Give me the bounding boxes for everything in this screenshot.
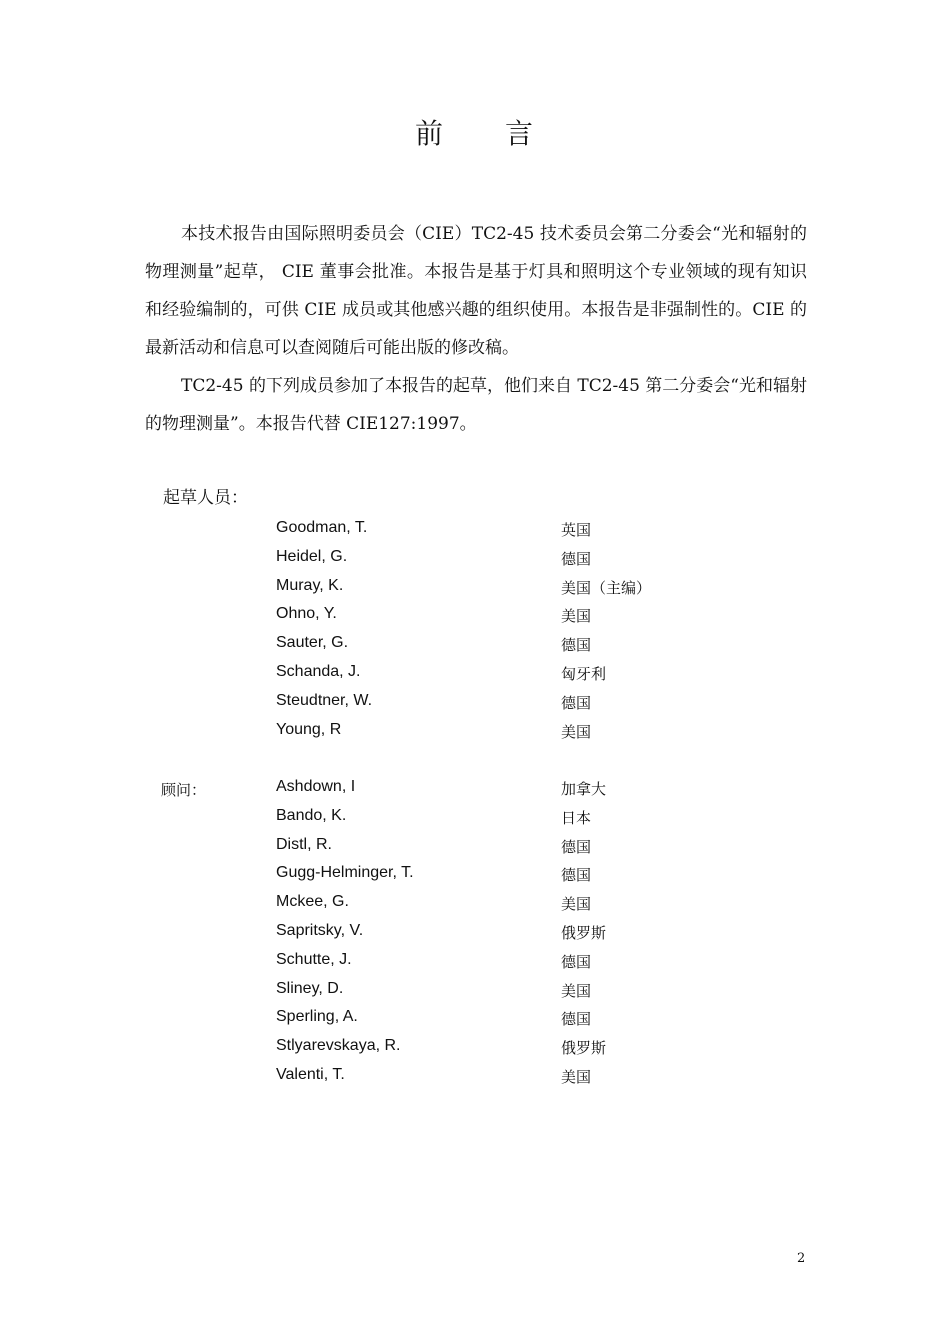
preface-paragraph-2: TC2-45 的下列成员参加了本报告的起草，他们来自 TC2-45 第二分委会“光和辐射的物理测量”。本报告代替 CIE127:1997。	[145, 376, 807, 434]
member-name: Sapritsky, V.	[276, 921, 364, 939]
member-name: Bando, K.	[276, 806, 347, 824]
member-name: Young, R	[276, 720, 342, 738]
member-name: Steudtner, W.	[276, 691, 373, 709]
member-name: Stlyarevskaya, R.	[276, 1037, 401, 1055]
member-row	[276, 775, 696, 804]
member-name: Sperling, A.	[276, 1008, 358, 1026]
member-name: Ohno, Y.	[276, 605, 337, 623]
member-country: 德国	[561, 866, 592, 885]
member-country: 德国	[561, 693, 592, 712]
member-row	[276, 948, 696, 977]
page-title: 前 言	[414, 117, 535, 150]
member-country: 美国（主编）	[561, 578, 652, 597]
member-country: 美国	[561, 981, 592, 1000]
member-row	[276, 1063, 696, 1092]
member-row	[276, 545, 696, 574]
member-row	[276, 919, 696, 948]
member-country: 美国	[561, 607, 592, 626]
member-name: Ashdown, I	[276, 778, 356, 795]
member-row	[276, 718, 696, 747]
member-row	[276, 977, 696, 1006]
member-name: Gugg-Helminger, T.	[276, 864, 414, 882]
member-country: 日本	[561, 808, 592, 827]
member-name: Sauter, G.	[276, 634, 349, 652]
preface-paragraph-1: 本技术报告由国际照明委员会（CIE）TC2-45 技术委员会第二分委会“光和辐射的物理测量”起草， CIE 董事会批准。本报告是基于灯具和照明这个专业领域的现有知识和经验编制的，可供 CIE 成员或其他感兴趣的组织使用。本报告是非强制性的。CIE 的最新活动和信息可以查阅随后可能出版的修改稿。	[145, 224, 807, 358]
member-row	[276, 861, 696, 890]
member-row	[276, 631, 696, 660]
member-row	[276, 602, 696, 631]
member-country: 俄罗斯	[561, 1039, 607, 1058]
member-row	[276, 660, 696, 689]
member-country: 俄罗斯	[561, 923, 607, 942]
advisors-list	[276, 775, 696, 1092]
member-country: 英国	[561, 521, 592, 539]
member-name: Distl, R.	[276, 835, 332, 853]
member-country: 德国	[561, 1010, 592, 1029]
member-row	[276, 516, 696, 545]
member-row	[276, 689, 696, 718]
preface-body	[145, 215, 807, 443]
member-country: 德国	[561, 952, 592, 971]
member-country: 德国	[561, 837, 592, 856]
page-number: 2	[797, 1251, 806, 1266]
member-country: 美国	[561, 722, 592, 741]
member-name: Heidel, G.	[276, 547, 348, 565]
member-country: 美国	[561, 895, 592, 914]
member-name: Schanda, J.	[276, 662, 361, 680]
member-row	[276, 574, 696, 603]
member-row	[276, 890, 696, 919]
member-row	[276, 804, 696, 833]
member-row	[276, 1005, 696, 1034]
member-country: 德国	[561, 636, 592, 655]
member-name: Muray, K.	[276, 576, 344, 594]
member-name: Goodman, T.	[276, 519, 368, 536]
member-name: Sliney, D.	[276, 979, 344, 997]
member-name: Schutte, J.	[276, 950, 352, 968]
member-row	[276, 833, 696, 862]
drafters-list	[276, 516, 696, 746]
member-country: 匈牙利	[561, 664, 607, 683]
member-row	[276, 1034, 696, 1063]
drafters-label: 起草人员：	[163, 488, 248, 508]
member-country: 加拿大	[561, 780, 607, 798]
member-name: Mckee, G.	[276, 893, 349, 911]
advisors-label: 顾问：	[161, 781, 207, 799]
member-country: 德国	[561, 549, 592, 568]
member-country: 美国	[561, 1067, 592, 1086]
member-name: Valenti, T.	[276, 1065, 345, 1083]
